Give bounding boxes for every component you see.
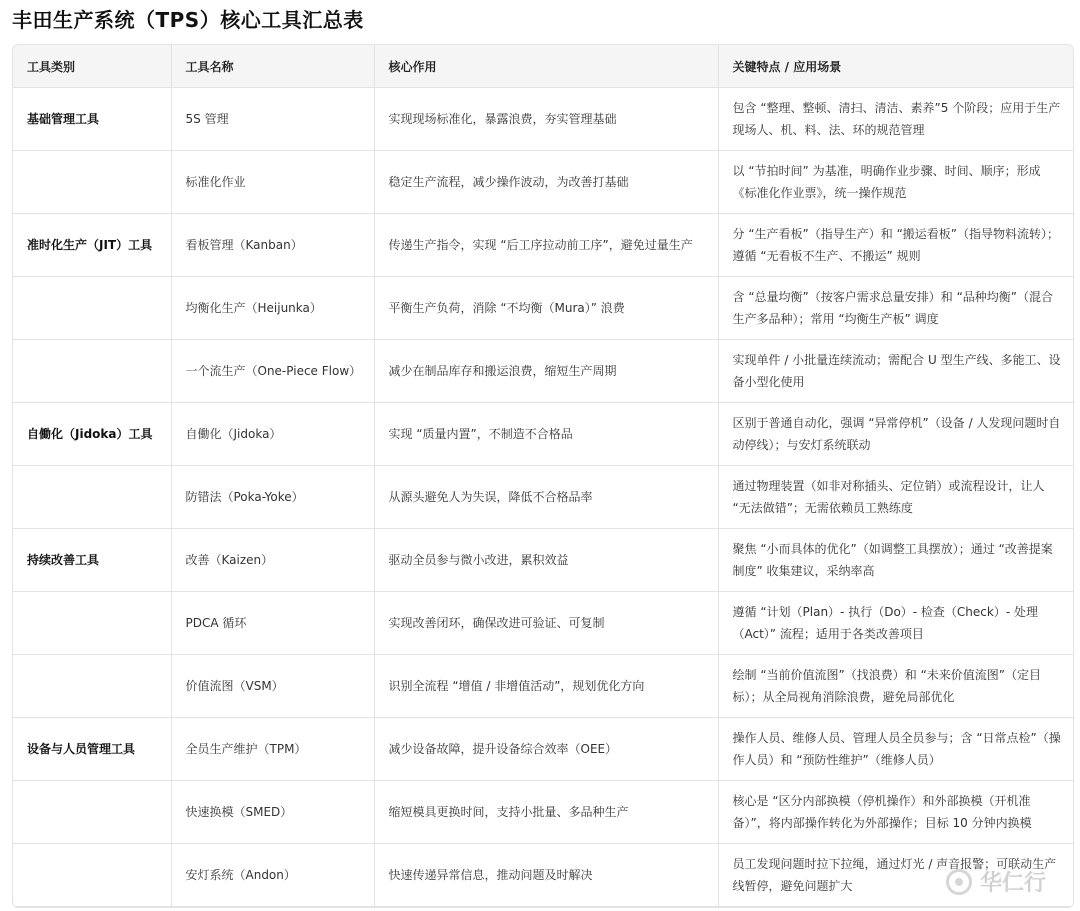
cell-tool-name: 5S 管理 <box>171 88 374 151</box>
cell-tool-name: 一个流生产（One-Piece Flow） <box>171 340 374 403</box>
cell-tool-name: 价值流图（VSM） <box>171 655 374 718</box>
watermark-text: 华仁行 <box>979 871 1046 896</box>
table-row <box>13 151 1073 214</box>
cell-core-role: 实现 “质量内置”，不制造不合格品 <box>374 403 718 466</box>
table-row <box>13 277 1073 340</box>
cell-core-role: 识别全流程 “增值 / 非增值活动”，规划优化方向 <box>374 655 718 718</box>
cell-features: 分 “生产看板”（指导生产）和 “搬运看板”（指导物料流转）；遵循 “无看板不生产、不搬运” 规则 <box>718 214 1073 277</box>
cell-tool-name: 防错法（Poka-Yoke） <box>171 466 374 529</box>
cell-category: 自働化（Jidoka）工具 <box>13 403 171 466</box>
cell-core-role: 实现现场标准化，暴露浪费，夯实管理基础 <box>374 88 718 151</box>
table-row <box>13 844 1073 907</box>
cell-features: 聚焦 “小而具体的优化”（如调整工具摆放）；通过 “改善提案制度” 收集建议，采纳率高 <box>718 529 1073 592</box>
cell-category: 持续改善工具 <box>13 529 171 592</box>
table-row <box>13 88 1073 151</box>
cell-tool-name: 安灯系统（Andon） <box>171 844 374 907</box>
cell-features: 以 “节拍时间” 为基准，明确作业步骤、时间、顺序；形成《标准化作业票》，统一操作规范 <box>718 151 1073 214</box>
cell-features: 区别于普通自动化，强调 “异常停机”（设备 / 人发现问题时自动停线）；与安灯系统联动 <box>718 403 1073 466</box>
cell-features: 操作人员、维修人员、管理人员全员参与；含 “日常点检”（操作人员）和 “预防性维护”（维修人员） <box>718 718 1073 781</box>
table-row <box>13 718 1073 781</box>
cell-features: 包含 “整理、整顿、清扫、清洁、素养”5 个阶段；应用于生产现场人、机、料、法、环的规范管理 <box>718 88 1073 151</box>
cell-core-role: 缩短模具更换时间，支持小批量、多品种生产 <box>374 781 718 844</box>
header-tool-name: 工具名称 <box>171 45 374 88</box>
cell-core-role: 减少设备故障，提升设备综合效率（OEE） <box>374 718 718 781</box>
cell-features: 含 “总量均衡”（按客户需求总量安排）和 “品种均衡”（混合生产多品种）；常用 “均衡生产板” 调度 <box>718 277 1073 340</box>
cell-tool-name: PDCA 循环 <box>171 592 374 655</box>
cell-category: 设备与人员管理工具 <box>13 718 171 781</box>
table-row <box>13 403 1073 466</box>
table-row <box>13 340 1073 403</box>
cell-tool-name: 均衡化生产（Heijunka） <box>171 277 374 340</box>
cell-core-role: 减少在制品库存和搬运浪费，缩短生产周期 <box>374 340 718 403</box>
table-row <box>13 466 1073 529</box>
cell-category: 准时化生产（JIT）工具 <box>13 214 171 277</box>
cell-core-role: 平衡生产负荷，消除 “不均衡（Mura）” 浪费 <box>374 277 718 340</box>
cell-category <box>13 340 171 403</box>
cell-category: 基础管理工具 <box>13 88 171 151</box>
cell-core-role: 驱动全员参与微小改进，累积效益 <box>374 529 718 592</box>
cell-core-role: 从源头避免人为失误，降低不合格品率 <box>374 466 718 529</box>
cell-category <box>13 151 171 214</box>
cell-core-role: 稳定生产流程，减少操作波动，为改善打基础 <box>374 151 718 214</box>
cell-tool-name: 看板管理（Kanban） <box>171 214 374 277</box>
header-core-role: 核心作用 <box>374 45 718 88</box>
cell-category <box>13 592 171 655</box>
cell-features: 绘制 “当前价值流图”（找浪费）和 “未来价值流图”（定目标）；从全局视角消除浪费，避免局部优化 <box>718 655 1073 718</box>
table-row <box>13 655 1073 718</box>
cell-core-role: 快速传递异常信息，推动问题及时解决 <box>374 844 718 907</box>
header-features: 关键特点 / 应用场景 <box>718 45 1073 88</box>
table-row <box>13 214 1073 277</box>
cell-category <box>13 781 171 844</box>
table-header-row <box>13 45 1073 88</box>
cell-features: 通过物理装置（如非对称插头、定位销）或流程设计，让人 “无法做错”；无需依赖员工熟练度 <box>718 466 1073 529</box>
cell-tool-name: 标准化作业 <box>171 151 374 214</box>
header-category: 工具类别 <box>13 45 171 88</box>
cell-tool-name: 自働化（Jidoka） <box>171 403 374 466</box>
cell-category <box>13 655 171 718</box>
table-row <box>13 781 1073 844</box>
cell-tool-name: 快速换模（SMED） <box>171 781 374 844</box>
table-row <box>13 529 1073 592</box>
cell-core-role: 实现改善闭环，确保改进可验证、可复制 <box>374 592 718 655</box>
cell-features: 遵循 “计划（Plan）- 执行（Do）- 检查（Check）- 处理（Act）” 流程；适用于各类改善项目 <box>718 592 1073 655</box>
page-title: 丰田生产系统（TPS）核心工具汇总表 <box>12 8 364 32</box>
cell-features: 员工发现问题时拉下拉绳，通过灯光 / 声音报警；可联动生产线暂停，避免问题扩大 <box>718 844 1073 907</box>
cell-features: 实现单件 / 小批量连续流动；需配合 U 型生产线、多能工、设备小型化使用 <box>718 340 1073 403</box>
cell-core-role: 传递生产指令，实现 “后工序拉动前工序”，避免过量生产 <box>374 214 718 277</box>
table-row <box>13 592 1073 655</box>
cell-features: 核心是 “区分内部换模（停机操作）和外部换模（开机准备）”，将内部操作转化为外部操作；目标 10 分钟内换模 <box>718 781 1073 844</box>
cell-category <box>13 844 171 907</box>
cell-category <box>13 277 171 340</box>
cell-tool-name: 全员生产维护（TPM） <box>171 718 374 781</box>
cell-category <box>13 466 171 529</box>
tps-tools-table <box>12 44 1074 908</box>
cell-tool-name: 改善（Kaizen） <box>171 529 374 592</box>
